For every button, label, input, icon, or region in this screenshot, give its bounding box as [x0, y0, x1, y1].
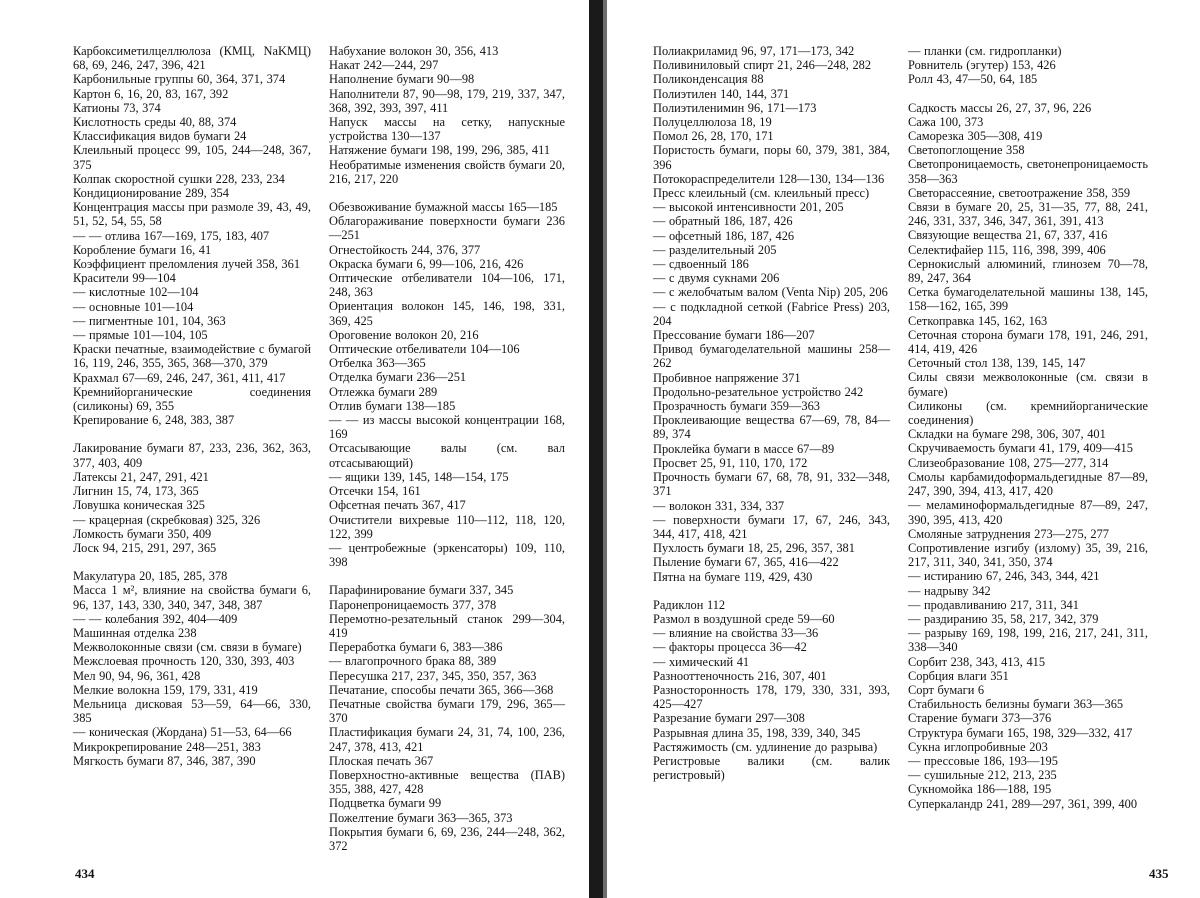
index-entry: Покрытия бумаги 6, 69, 236, 244—248, 362, 372: [329, 824, 565, 853]
index-entry: Ороговение волокон 20, 216: [329, 327, 479, 342]
index-entry: Кондиционирование 289, 354: [73, 186, 229, 201]
index-entry: Разносторонность 178, 179, 330, 331, 393, 425—427: [653, 682, 890, 712]
index-entry: — влагопрочного брака 88, 389: [329, 654, 497, 669]
index-entry: — офсетный 186, 187, 426: [653, 228, 795, 243]
index-entry: Продольно-резательное устройство 242: [653, 384, 864, 399]
index-entry: Слизеобразование 108, 275—277, 314: [908, 455, 1109, 470]
index-entry: Проклеивающие вещества 67—69, 78, 84—89, 374: [653, 413, 890, 442]
index-entry: Межслоевая прочность 120, 330, 393, 403: [73, 654, 295, 669]
right-page: [612, 0, 1200, 898]
index-entry: Концентрация массы при размоле 39, 43, 49, 51, 52, 54, 55, 58: [73, 200, 311, 229]
index-entry: — высокой интенсивности 201, 205: [653, 200, 844, 215]
index-entry: — — отлива 167—169, 175, 183, 407: [73, 228, 270, 243]
index-entry: Оптические отбеливатели 104—106, 171, 248, 363: [329, 271, 565, 300]
index-entry: Плоская печать 367: [329, 753, 434, 768]
index-entry: Скручиваемость бумаги 41, 179, 409—415: [908, 441, 1133, 456]
index-entry: — ящики 139, 145, 148—154, 175: [329, 469, 509, 484]
index-entry: — основные 101—104: [73, 299, 194, 314]
index-entry: Офсетная печать 367, 417: [329, 498, 466, 513]
index-entry: Набухание волокон 30, 356, 413: [329, 44, 499, 58]
index-entry: Перемотно-резательный станок 299—304, 419: [329, 611, 565, 640]
index-entry: Пластификация бумаги 24, 31, 74, 100, 236, 247, 378, 413, 421: [329, 725, 565, 754]
index-entry: Садкость массы 26, 27, 37, 96, 226: [908, 100, 1092, 115]
index-entry: Светопроницаемость, светонепроницаемость 358—363: [908, 157, 1148, 186]
index-entry: Пробивное напряжение 371: [653, 370, 801, 385]
index-entry: Сетка бумагоделательной машины 138, 145, 158—162, 165, 399: [908, 285, 1148, 314]
index-entry: Обезвоживание бумажной массы 165—185: [329, 200, 558, 215]
index-entry: — пигментные 101, 104, 363: [73, 313, 226, 328]
page-number-left: 434: [75, 866, 95, 881]
index-entry: — истиранию 67, 246, 343, 344, 421: [908, 569, 1100, 584]
index-entry: Поликонденсация 88: [653, 72, 764, 87]
index-entry: Оптические отбеливатели 104—106: [329, 342, 520, 357]
index-entry: — продавливанию 217, 311, 341: [908, 597, 1079, 612]
index-entry: Силы связи межволоконные (см. связи в бумаге): [908, 370, 1148, 399]
index-entry: Помол 26, 28, 170, 171: [653, 129, 774, 144]
index-entry: — раздиранию 35, 58, 217, 342, 379: [908, 611, 1099, 626]
index-entry: Старение бумаги 373—376: [908, 711, 1052, 726]
index-entry: Лоск 94, 215, 291, 297, 365: [73, 540, 217, 555]
index-entry: Ориентация волокон 145, 146, 198, 331, 369, 425: [329, 299, 565, 328]
index-entry: Картон 6, 16, 20, 83, 167, 392: [73, 86, 229, 101]
index-entry: Саморезка 305—308, 419: [908, 129, 1043, 144]
book-gutter-edge: [603, 0, 607, 898]
index-entry: Отделка бумаги 236—251: [329, 370, 467, 385]
index-entry: Микрокрепирование 248—251, 383: [73, 739, 261, 754]
index-entry: Силиконы (см. кремнийорганические соединения): [908, 398, 1148, 428]
index-entry: — поверхности бумаги 17, 67, 246, 343, 344, 417, 418, 421: [653, 512, 890, 541]
index-entry: — кислотные 102—104: [73, 285, 199, 300]
index-entry: — надрыву 342: [908, 583, 991, 598]
index-entry: Полиэтиленимин 96, 171—173: [653, 100, 817, 115]
index-entry: Пресс клеильный (см. клеильный пресс): [653, 186, 870, 201]
index-entry: — факторы процесса 36—42: [653, 640, 807, 655]
index-entry: — — колебания 392, 404—409: [73, 611, 238, 626]
index-entry: Клеильный процесс 99, 105, 244—248, 367, 375: [73, 143, 311, 172]
index-entry: Пухлость бумаги 18, 25, 296, 357, 381: [653, 541, 855, 556]
index-entry: Радиклон 112: [653, 597, 726, 612]
index-entry: Смолы карбамидоформальдегидные 87—89, 247, 390, 394, 413, 417, 420: [908, 469, 1148, 499]
index-entry: Отсасывающие валы (см. вал отсасывающий): [329, 441, 565, 470]
index-entry: — с желобчатым валом (Venta Nip) 205, 206: [653, 285, 888, 300]
index-entry: Сукна иглопробивные 203: [908, 739, 1048, 754]
index-column-right-1: [653, 44, 890, 782]
index-entry: Печатание, способы печати 365, 366—368: [329, 682, 554, 697]
index-entry: — планки (см. гидропланки): [908, 44, 1062, 58]
index-entry: Сукномойка 186—188, 195: [908, 782, 1052, 797]
index-entry: Отбелка 363—365: [329, 356, 426, 371]
index-entry: Кислотность среды 40, 88, 374: [73, 115, 237, 130]
index-entry: — влияние на свойства 33—36: [653, 626, 819, 641]
index-entry: Латексы 21, 247, 291, 421: [73, 469, 209, 484]
index-entry: Просвет 25, 91, 110, 170, 172: [653, 455, 808, 470]
index-entry: Паронепроницаемость 377, 378: [329, 597, 497, 612]
index-entry: Структура бумаги 165, 198, 329—332, 417: [908, 725, 1133, 740]
index-entry: — сушильные 212, 213, 235: [908, 768, 1057, 783]
index-entry: Подцветка бумаги 99: [329, 796, 442, 811]
index-entry: Окраска бумаги 6, 99—106, 216, 426: [329, 256, 524, 271]
index-entry: Пожелтение бумаги 363—365, 373: [329, 810, 513, 825]
index-entry: Машинная отделка 238: [73, 625, 197, 640]
index-entry: Растяжимость (см. удлинение до разрыва): [653, 739, 878, 754]
index-entry: Катионы 73, 374: [73, 100, 161, 115]
index-entry: Мягкость бумаги 87, 346, 387, 390: [73, 753, 256, 768]
section-gap: [73, 555, 311, 569]
index-entry: Мел 90, 94, 96, 361, 428: [73, 668, 201, 683]
index-entry: Отлив бумаги 138—185: [329, 398, 456, 413]
index-entry: Очистители вихревые 110—112, 118, 120, 122, 399: [329, 512, 565, 541]
index-entry: Сорбит 238, 343, 413, 415: [908, 654, 1046, 669]
index-entry: Наполнители 87, 90—98, 179, 219, 337, 347, 368, 392, 393, 397, 411: [329, 86, 565, 115]
index-entry: — коническая (Жордана) 51—53, 64—66: [73, 725, 292, 740]
index-entry: Стабильность белизны бумаги 363—365: [908, 697, 1124, 712]
index-entry: Прозрачность бумаги 359—363: [653, 399, 820, 414]
section-gap: [329, 569, 565, 583]
index-entry: Колпак скоростной сушки 228, 233, 234: [73, 171, 285, 186]
index-entry: Регистровые валики (см. валик регистровый): [653, 753, 890, 783]
index-entry: Напуск массы на сетку, напускные устройства 130—137: [329, 115, 565, 144]
index-entry: Натяжение бумаги 198, 199, 296, 385, 411: [329, 143, 551, 158]
index-entry: Крахмал 67—69, 246, 247, 361, 411, 417: [73, 370, 286, 385]
index-entry: — разрыву 169, 198, 199, 216, 217, 241, 311, 338—340: [908, 626, 1148, 655]
index-entry: Сеточный стол 138, 139, 145, 147: [908, 356, 1086, 371]
section-gap: [653, 584, 890, 598]
index-entry: Полиакриламид 96, 97, 171—173, 342: [653, 44, 855, 58]
index-entry: Лигнин 15, 74, 173, 365: [73, 484, 199, 499]
index-entry: Мельница дисковая 53—59, 64—66, 330, 385: [73, 696, 311, 726]
section-gap: [73, 427, 311, 441]
index-column-right-2: [908, 44, 1148, 811]
book-gutter: [589, 0, 603, 898]
index-entry: — волокон 331, 334, 337: [653, 498, 785, 513]
index-entry: Пересушка 217, 237, 345, 350, 357, 363: [329, 668, 537, 683]
index-entry: Масса 1 м², влияние на свойства бумаги 6, 96, 137, 143, 330, 340, 347, 348, 387: [73, 583, 311, 612]
index-entry: Прессование бумаги 186—207: [653, 328, 815, 343]
index-entry: Светопоглощение 358: [908, 143, 1025, 158]
index-entry: Крепирование 6, 248, 383, 387: [73, 413, 235, 428]
index-entry: Разрывная длина 35, 198, 339, 340, 345: [653, 725, 861, 740]
index-entry: — крацерная (скребковая) 325, 326: [73, 512, 261, 527]
index-entry: Полиэтилен 140, 144, 371: [653, 86, 790, 101]
index-entry: Прочность бумаги 67, 68, 78, 91, 332—348, 371: [653, 470, 890, 499]
index-entry: Поливиниловый спирт 21, 246—248, 282: [653, 58, 872, 73]
index-entry: — с подкладной сеткой (Fabrice Press) 203, 204: [653, 299, 890, 328]
index-entry: Необратимые изменения свойств бумаги 20, 216, 217, 220: [329, 157, 565, 186]
index-entry: Сернокислый алюминий, глинозем 70—78, 89, 247, 364: [908, 256, 1148, 286]
index-entry: Ловушка коническая 325: [73, 498, 205, 513]
index-entry: Коэффициент преломления лучей 358, 361: [73, 257, 301, 272]
index-entry: Межволоконные связи (см. связи в бумаге): [73, 640, 302, 655]
index-entry: Коробление бумаги 16, 41: [73, 242, 212, 257]
index-entry: — с двумя сукнами 206: [653, 271, 780, 286]
index-entry: Отлежка бумаги 289: [329, 384, 438, 399]
index-entry: Светорассеяние, светоотражение 358, 359: [908, 185, 1131, 200]
index-entry: Суперкаландр 241, 289—297, 361, 399, 400: [908, 796, 1138, 811]
index-entry: Макулатура 20, 185, 285, 378: [73, 569, 228, 584]
index-entry: Ломкость бумаги 350, 409: [73, 526, 212, 541]
index-entry: Связи в бумаге 20, 25, 31—35, 77, 88, 241, 246, 331, 337, 346, 347, 361, 391, 413: [908, 200, 1148, 229]
index-entry: Карбонильные группы 60, 364, 371, 374: [73, 72, 286, 87]
index-entry: Привод бумагоделательной машины 258—262: [653, 342, 890, 371]
index-entry: Накат 242—244, 297: [329, 58, 439, 73]
index-entry: Сорт бумаги 6: [908, 682, 985, 697]
index-entry: Размол в воздушной среде 59—60: [653, 611, 835, 626]
index-entry: Парафинирование бумаги 337, 345: [329, 583, 514, 598]
index-entry: Разнооттеночность 216, 307, 401: [653, 668, 827, 683]
index-entry: — прямые 101—104, 105: [73, 328, 208, 343]
index-entry: Карбоксиметилцеллюлоза (КМЦ, NaKMЦ) 68, 69, 246, 247, 396, 421: [73, 44, 311, 73]
index-entry: Потокораспределители 128—130, 134—136: [653, 171, 885, 186]
index-entry: Селектифайер 115, 116, 398, 399, 406: [908, 242, 1106, 257]
index-entry: Сорбция влаги 351: [908, 668, 1009, 683]
index-entry: — центробежные (эркенсаторы) 109, 110, 398: [329, 540, 565, 570]
index-entry: Связующие вещества 21, 67, 337, 416: [908, 228, 1108, 243]
index-entry: Лакирование бумаги 87, 233, 236, 362, 363, 377, 403, 409: [73, 441, 311, 470]
index-entry: — сдвоенный 186: [653, 257, 749, 272]
section-gap: [329, 186, 565, 200]
section-gap: [908, 87, 1148, 101]
index-entry: Классификация видов бумаги 24: [73, 129, 247, 144]
index-column-left-1: [73, 44, 311, 768]
index-entry: Отсечки 154, 161: [329, 484, 421, 499]
index-entry: Кремнийорганические соединения (силиконы) 69, 355: [73, 384, 311, 414]
index-entry: Краски печатные, взаимодействие с бумагой 16, 119, 246, 355, 365, 368—370, 379: [73, 342, 311, 371]
index-entry: Красители 99—104: [73, 271, 176, 286]
index-entry: Проклейка бумаги в массе 67—89: [653, 441, 835, 456]
index-entry: — обратный 186, 187, 426: [653, 214, 793, 229]
index-entry: Наполнение бумаги 90—98: [329, 72, 475, 87]
left-page: [0, 0, 588, 898]
index-entry: — прессовые 186, 193—195: [908, 753, 1058, 768]
index-entry: Мелкие волокна 159, 179, 331, 419: [73, 682, 258, 697]
index-entry: Облагораживание поверхности бумаги 236—251: [329, 214, 565, 243]
page-number-right: 435: [1149, 866, 1169, 881]
index-entry: Разрезание бумаги 297—308: [653, 711, 805, 726]
index-entry: Ролл 43, 47—50, 64, 185: [908, 72, 1038, 87]
index-entry: — разделительный 205: [653, 242, 777, 257]
index-entry: Ровнитель (эгутер) 153, 426: [908, 58, 1056, 73]
index-column-left-2: [329, 44, 565, 853]
index-entry: Пыление бумаги 67, 365, 416—422: [653, 555, 839, 570]
index-entry: — химический 41: [653, 654, 750, 669]
index-entry: — меламиноформальдегидные 87—89, 247, 390, 395, 413, 420: [908, 498, 1148, 527]
index-entry: Пористость бумаги, поры 60, 379, 381, 384, 396: [653, 143, 890, 172]
index-entry: Смоляные затруднения 273—275, 277: [908, 526, 1109, 541]
index-entry: Складки на бумаге 298, 306, 307, 401: [908, 427, 1106, 442]
index-entry: Пятна на бумаге 119, 429, 430: [653, 569, 813, 584]
index-entry: Сеточная сторона бумаги 178, 191, 246, 291, 414, 419, 426: [908, 327, 1148, 357]
index-entry: Сажа 100, 373: [908, 114, 984, 129]
index-entry: Печатные свойства бумаги 179, 296, 365—370: [329, 696, 565, 726]
index-entry: Огнестойкость 244, 376, 377: [329, 242, 481, 257]
index-entry: — — из массы высокой концентрации 168, 169: [329, 413, 565, 442]
index-entry: Переработка бумаги 6, 383—386: [329, 640, 503, 655]
index-entry: Сеткоправка 145, 162, 163: [908, 313, 1048, 328]
index-entry: Полуцеллюлоза 18, 19: [653, 115, 772, 130]
index-entry: Сопротивление изгибу (излому) 35, 39, 216, 217, 311, 340, 341, 350, 374: [908, 540, 1148, 570]
index-entry: Поверхностно-активные вещества (ПАВ) 355, 388, 427, 428: [329, 767, 565, 797]
